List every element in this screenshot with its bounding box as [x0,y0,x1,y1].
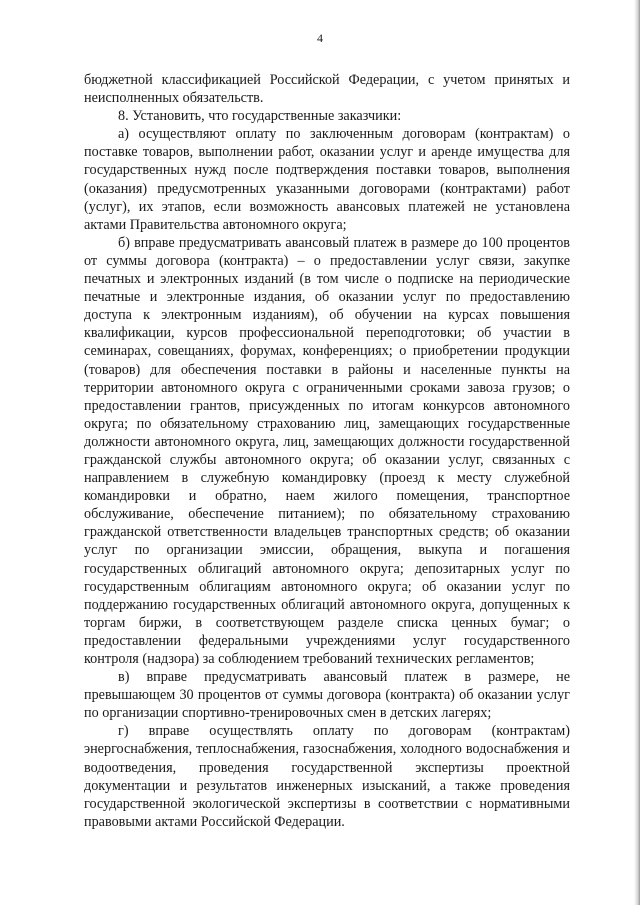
paragraph-subclause-g: г) вправе осуществлять оплату по договорам (контрактам) энергоснабжения, теплоснабжения, газоснабжения, холодного водоснабжения и водоотведения, проведения государственной экспертизы проектной документации и результатов инженерных изысканий, а также проведения государственной экологической экспертизы в соответствии с нормативными правовыми актами Российской Федерации. [84,723,570,830]
document-body [84,71,570,831]
page-number: 4 [317,31,323,45]
paragraph-subclause-b: б) вправе предусматривать авансовый платеж в размере до 100 процентов от суммы договора (контракта) – о предоставлении услуг связи, закупке печатных и электронных изданий (в том числе о подписке на периодические печатные и электронные издания, об оказании услуг по предоставлению доступа к электронным изданиям), об обучении на курсах повышения квалификации, курсов профессиональной переподготовки; об участии в семинарах, совещаниях, форумах, конференциях; о приобретении продукции (товаров) для обеспечения поставки в районы и населенные пункты на территории автономного округа с ограниченными сроками завоза грузов; о предоставлении грантов, присужденных по итогам конкурсов автономного округа; по обязательному страхованию лиц, замещающих государственные должности автономного округа, лиц, замещающих должности государственной гражданской службы автономного округа; об оказании услуг, связанных с направлением в служебную командировку (проезд к месту служебной командировки и обратно, наем жилого помещения, транспортное обслуживание, обеспечение питанием); по обязательному страхованию гражданской ответственности владельцев транспортных средств; об оказании услуг по организации эмиссии, обращения, выкупа и погашения государственных облигаций автономного округа; депозитарных услуг по государственным облигациям автономного округа; об оказании услуг по поддержанию государственных облигаций автономного округа, допущенных к торгам биржи, в соответствующем разделе списка ценных бумаг; о предоставлении федеральными учреждениями услуг государственного контроля (надзора) за соблюдением требований технических регламентов; [84,234,570,667]
scan-edge-shadow [634,0,640,905]
paragraph-clause-8: 8. Установить, что государственные заказчики: [118,108,402,125]
paragraph-subclause-a: а) осуществляют оплату по заключенным договорам (контрактам) о поставке товаров, выполнении работ, оказании услуг и аренде имущества для государственных нужд после подтверждения поставки товаров, выполнения (оказания) предусмотренных указанными договорами (контрактами) работ (услуг), их этапов, если возможность авансовых платежей не установлена актами Правительства автономного округа; [84,126,570,233]
paragraph-subclause-v: в) вправе предусматривать авансовый платеж в размере, не превышающем 30 процентов от суммы договора (контракта) об оказании услуг по организации спортивно-тренировочных смен в детских лагерях; [84,669,570,722]
paragraph-budget-classification: бюджетной классификацией Российской Федерации, с учетом принятых и неисполненных обязательств. [84,72,570,107]
